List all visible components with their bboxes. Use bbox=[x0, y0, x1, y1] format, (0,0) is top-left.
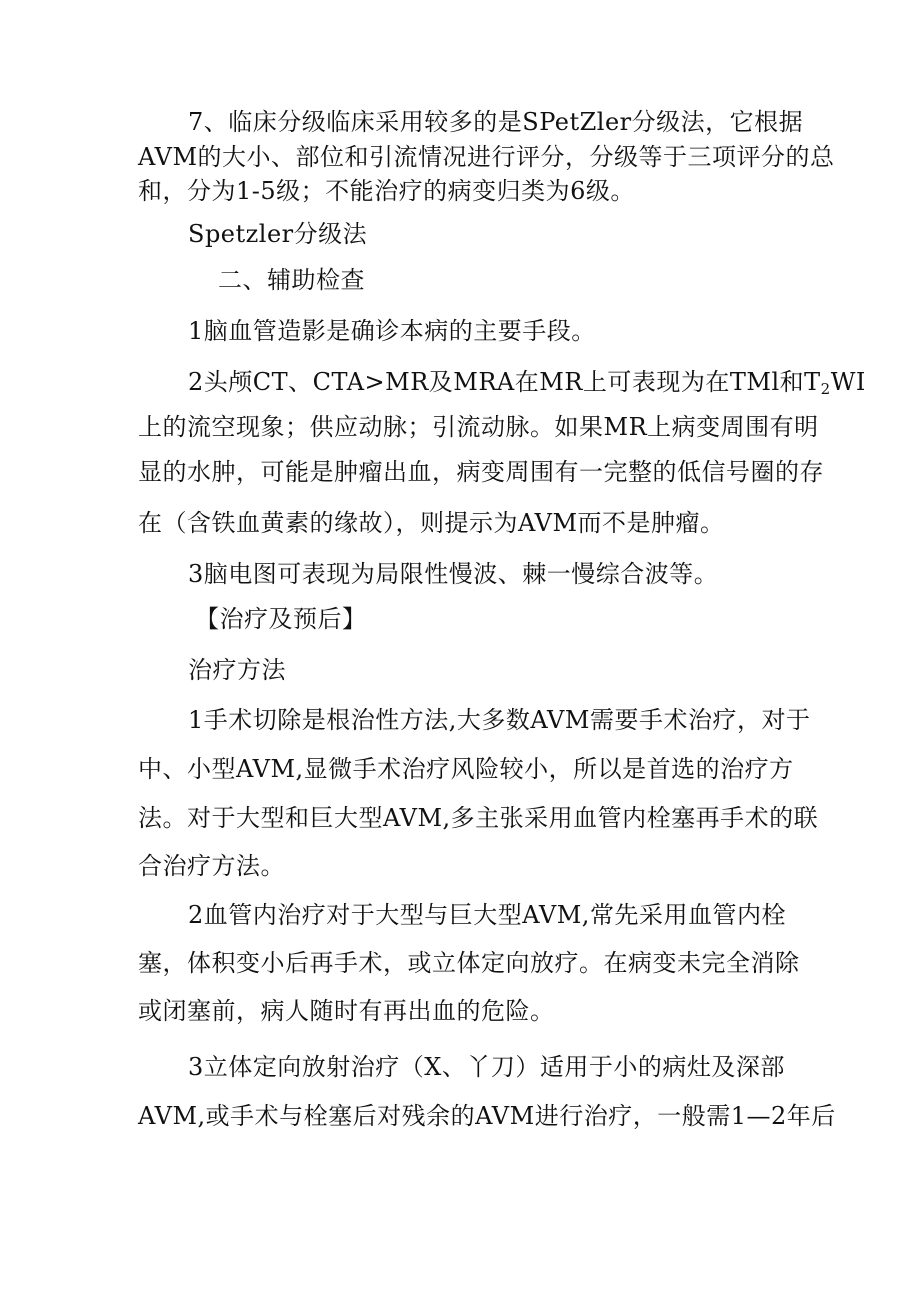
treatment-3-line-2: AVM,或手术与栓塞后对残余的AVM进行治疗，一般需1—2年后 bbox=[138, 1102, 836, 1130]
aux-item-2-line-3: 显的水肿，可能是肿瘤出血，病变周围有一完整的低信号圈的存 bbox=[138, 458, 824, 486]
aux-item-2-text-post: WI bbox=[830, 368, 866, 396]
section-heading-auxiliary-exam: 二、辅助检查 bbox=[218, 266, 365, 294]
treatment-1-line-3: 法。对于大型和巨大型AVM,多主张采用血管内栓塞再手术的联 bbox=[138, 804, 819, 832]
aux-item-2-text-pre: 2头颅CT、CTA>MR及MRA在MR上可表现为在TMl和T bbox=[188, 368, 821, 396]
treatment-2-line-2: 塞，体积变小后再手术，或立体定向放疗。在病变未完全消除 bbox=[138, 949, 800, 977]
aux-item-2-line-1 bbox=[188, 366, 866, 398]
subscript-2: 2 bbox=[820, 380, 831, 398]
treatment-methods-label: 治疗方法 bbox=[188, 656, 286, 684]
treatment-1-line-1: 1手术切除是根治性方法,大多数AVM需要手术治疗，对于 bbox=[188, 706, 811, 734]
aux-item-2-line-2: 上的流空现象；供应动脉；引流动脉。如果MR上病变周围有明 bbox=[138, 413, 819, 441]
treatment-2-line-1: 2血管内治疗对于大型与巨大型AVM,常先采用血管内栓 bbox=[188, 901, 786, 929]
treatment-1-line-2: 中、小型AVM,显微手术治疗风险较小，所以是首选的治疗方 bbox=[138, 755, 794, 783]
aux-item-1: 1脑血管造影是确诊本病的主要手段。 bbox=[188, 317, 596, 345]
paragraph-7-line-1: 7、临床分级临床采用较多的是SPetZler分级法，它根据 bbox=[188, 108, 804, 136]
aux-item-2-line-4: 在（含铁血黄素的缘故），则提示为AVM而不是肿瘤。 bbox=[138, 509, 725, 537]
spetzler-label: Spetzler分级法 bbox=[188, 220, 368, 248]
paragraph-7-line-3: 和，分为1-5级；不能治疗的病变归类为6级。 bbox=[138, 177, 635, 205]
treatment-2-line-3: 或闭塞前，病人随时有再出血的危险。 bbox=[138, 997, 555, 1025]
paragraph-7-line-2: AVM的大小、部位和引流情况进行评分，分级等于三项评分的总 bbox=[138, 143, 835, 171]
treatment-3-line-1: 3立体定向放射治疗（X、丫刀）适用于小的病灶及深部 bbox=[188, 1053, 785, 1081]
treatment-1-line-4: 合治疗方法。 bbox=[138, 852, 285, 880]
section-heading-treatment: 【治疗及预后】 bbox=[195, 605, 367, 633]
aux-item-3: 3脑电图可表现为局限性慢波、棘一慢综合波等。 bbox=[188, 560, 719, 588]
